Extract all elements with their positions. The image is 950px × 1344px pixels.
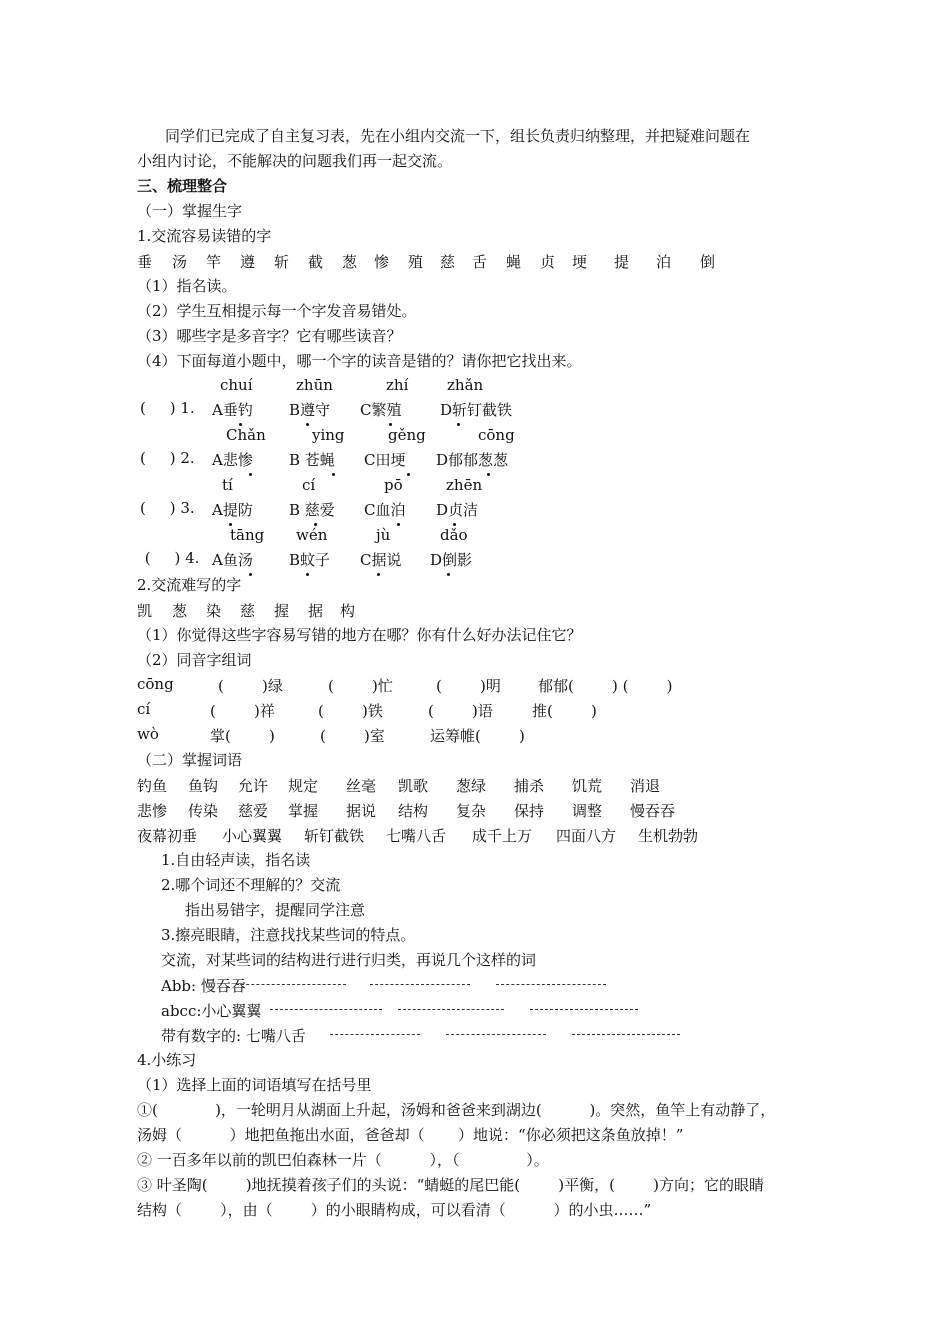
word: 消退 [630,777,661,795]
pinyin: zhūn [296,376,333,394]
homophone-row-ci [0,700,950,720]
abcc-label: abcc:小心翼翼 [161,1002,262,1020]
word: 小心翼翼 [222,827,283,845]
char: 慈 [240,602,256,620]
quiz-option: C据说 [360,549,401,570]
fill-line[interactable] [398,1009,504,1010]
fill-line[interactable] [496,984,606,985]
pinyin: dǎo [440,526,468,544]
char: 构 [340,602,356,620]
word: 七嘴八舌 [386,827,447,845]
char: 凯 [137,602,153,620]
quiz-option: B遵守 [289,399,330,420]
step-1: 1.自由轻声读，指名读 [161,851,311,869]
char: 倒 [700,253,716,271]
char: 蝇 [506,253,522,271]
homophone-blank: ( )明 [436,677,501,695]
word: 慢吞吞 [630,802,676,820]
char: 斩 [274,253,290,271]
char: 慈 [440,253,456,271]
question-1: （1）指名读。 [137,277,237,295]
quiz-option: A鱼汤 [212,549,253,570]
quiz-4-options [0,549,950,569]
word: 四面八方 [556,827,617,845]
char: 汤 [172,253,188,271]
hard-chars-row [0,600,950,620]
pinyin: wén [296,526,328,544]
part1-heading: （一）掌握生字 [137,202,243,220]
word: 传染 [188,802,219,820]
quiz-number: ( ) 4. [140,549,200,567]
word: 保持 [514,802,545,820]
word: 葱绿 [456,777,487,795]
homophone-blank: 掌( ) [210,727,275,745]
hard-question-2: （2）同音字组词 [137,651,252,669]
homophone-blank: ( )室 [320,727,385,745]
word: 据说 [346,802,377,820]
word: 丝毫 [346,777,377,795]
homophone-pinyin: cōng [137,675,174,693]
word: 复杂 [456,802,487,820]
abb-label: Abb: 慢吞吞 [161,977,246,995]
practice-title: 4.小练习 [137,1051,197,1069]
practice-3-line-2: 结构（ ），由（ ）的小眼睛构成，可以看清（ ）的小虫……” [137,1201,652,1219]
char: 葱 [342,253,358,271]
quiz-option: C田埂 [364,449,405,470]
words-row-2 [0,800,950,820]
quiz-option: C繁殖 [360,399,401,420]
pinyin: cí [302,476,316,494]
pinyin: jù [376,526,391,544]
pinyin: Chǎn [226,426,266,444]
question-2: （2）学生互相提示每一个字发音易错处。 [137,302,417,320]
quiz-option: C血泊 [364,499,405,520]
step-3: 3.擦亮眼睛，注意找找某些词的特点。 [161,926,416,944]
practice-3-line-1: ③ 叶圣陶( )地抚摸着孩子们的头说：“蜻蜓的尾巴能( )平衡，( )方向；它的眼睛 [137,1176,764,1194]
practice-subtitle: （1）选择上面的词语填写在括号里 [137,1076,372,1094]
char: 提 [614,253,630,271]
words-row-3 [0,825,950,845]
hard-question-1: （1）你觉得这些字容易写错的地方在哪？你有什么好办法记住它？ [137,626,582,644]
question-3: （3）哪些字是多音字？它有哪些读音？ [137,327,402,345]
quiz-3-pinyin [0,476,950,496]
char: 垂 [137,253,153,271]
homophone-blank: ( )铁 [318,702,383,720]
section-3-title: 三、梳理整合 [137,177,228,195]
fill-line[interactable] [330,1034,420,1035]
char: 贞 [540,253,556,271]
pinyin: ying [312,426,345,444]
number-words-row [0,1025,950,1045]
fill-line[interactable] [236,984,346,985]
quiz-2-pinyin [0,426,950,446]
char: 惨 [374,253,390,271]
quiz-option: B 慈爱 [289,499,335,520]
quiz-option: D倒影 [430,549,472,570]
pinyin: tāng [230,526,265,544]
word: 饥荒 [572,777,603,795]
pinyin: chuí [220,376,253,394]
pinyin: pō [384,476,403,494]
practice-1-line-1: ①( )，一轮明月从湖面上升起，汤姆和爸爸来到湖边( )。突然，鱼竿上有动静了， [137,1101,776,1119]
char: 据 [308,602,324,620]
intro-line-1: 同学们已完成了自主复习表，先在小组内交流一下，组长负责归纳整理，并把疑难问题在 [165,127,751,145]
quiz-3-options [0,499,950,519]
homophone-row-wo [0,725,950,745]
word: 允许 [238,777,269,795]
quiz-option: D斩钉截铁 [440,399,512,420]
word: 掌握 [288,802,319,820]
fill-line[interactable] [572,1034,680,1035]
char: 竿 [206,253,222,271]
part2-heading: （二）掌握词语 [137,751,243,769]
quiz-1-pinyin [0,376,950,396]
pinyin: gěng [388,426,426,444]
char: 染 [206,602,222,620]
homophone-blank: ( )忙 [328,677,393,695]
word: 悲惨 [137,802,168,820]
quiz-option: D贞洁 [436,499,478,520]
fill-line[interactable] [530,1009,638,1010]
homophone-pinyin: cí [137,700,151,718]
char: 葱 [172,602,188,620]
abcc-row [0,1000,950,1020]
quiz-option: A提防 [212,499,253,520]
homophone-blank: ( )语 [428,702,493,720]
quiz-number: ( ) 3. [140,499,195,517]
quiz-2-options [0,449,950,469]
word: 斩钉截铁 [304,827,365,845]
pinyin: zhǎn [447,376,484,394]
char: 泊 [656,253,672,271]
pinyin: zhí [386,376,409,394]
word: 鱼钩 [188,777,219,795]
word: 夜幕初垂 [137,827,198,845]
fill-line[interactable] [370,984,470,985]
word: 调整 [572,802,603,820]
quiz-1-options [0,399,950,419]
number-words-label: 带有数字的: 七嘴八舌 [161,1027,306,1045]
word: 凯歌 [398,777,429,795]
homophone-blank: 运筹帷( ) [430,727,525,745]
homophone-blank: 推( ) [532,702,597,720]
homophone-row-cong [0,675,950,695]
char: 殖 [408,253,424,271]
quiz-option: A垂钓 [212,399,253,420]
words-row-1 [0,775,950,795]
char: 埂 [572,253,588,271]
char: 舌 [472,253,488,271]
quiz-option: D郁郁葱葱 [436,449,508,470]
quiz-number: ( ) 1. [140,399,195,417]
step-2: 2.哪个词还不理解的？交流 [161,876,341,894]
practice-2: ② 一百多年以前的凯巴伯森林一片（ ），（ ）。 [137,1151,549,1169]
intro-line-2: 小组内讨论，不能解决的问题我们再一起交流。 [137,152,453,170]
quiz-option: B蚊子 [289,549,330,570]
quiz-option: B 苍蝇 [289,449,335,470]
homophone-blank: 郁郁( ) ( ) [538,677,673,695]
word: 钓鱼 [137,777,168,795]
word: 成千上万 [472,827,533,845]
pinyin: tí [222,476,233,494]
pinyin: zhēn [446,476,483,494]
step-2-detail: 指出易错字，提醒同学注意 [185,901,366,919]
quiz-number: ( ) 2. [140,449,195,467]
item2-title: 2.交流难写的字 [137,576,242,594]
homophone-blank: ( )祥 [210,702,275,720]
char: 握 [274,602,290,620]
word: 捕杀 [514,777,545,795]
word: 生机勃勃 [638,827,699,845]
word: 结构 [398,802,429,820]
word: 规定 [288,777,319,795]
fill-line[interactable] [446,1034,546,1035]
homophone-blank: ( )绿 [218,677,283,695]
word: 慈爱 [238,802,269,820]
fill-line[interactable] [270,1009,382,1010]
quiz-option: A悲惨 [212,449,253,470]
char: 截 [308,253,324,271]
abb-row [0,975,950,995]
homophone-pinyin: wò [137,725,159,743]
char: 遵 [240,253,256,271]
question-4: （4）下面每道小题中，哪一个字的读音是错的？请你把它找出来。 [137,352,582,370]
item1-title: 1.交流容易读错的字 [137,227,272,245]
pinyin: cōng [478,426,515,444]
practice-1-line-2: 汤姆（ ）地把鱼拖出水面，爸爸却（ ）地说：“你必须把这条鱼放掉！” [137,1126,684,1144]
easy-misread-chars-row [0,251,950,271]
step-3-detail: 交流，对某些词的结构进行进行归类，再说几个这样的词 [161,951,537,969]
quiz-4-pinyin [0,526,950,546]
